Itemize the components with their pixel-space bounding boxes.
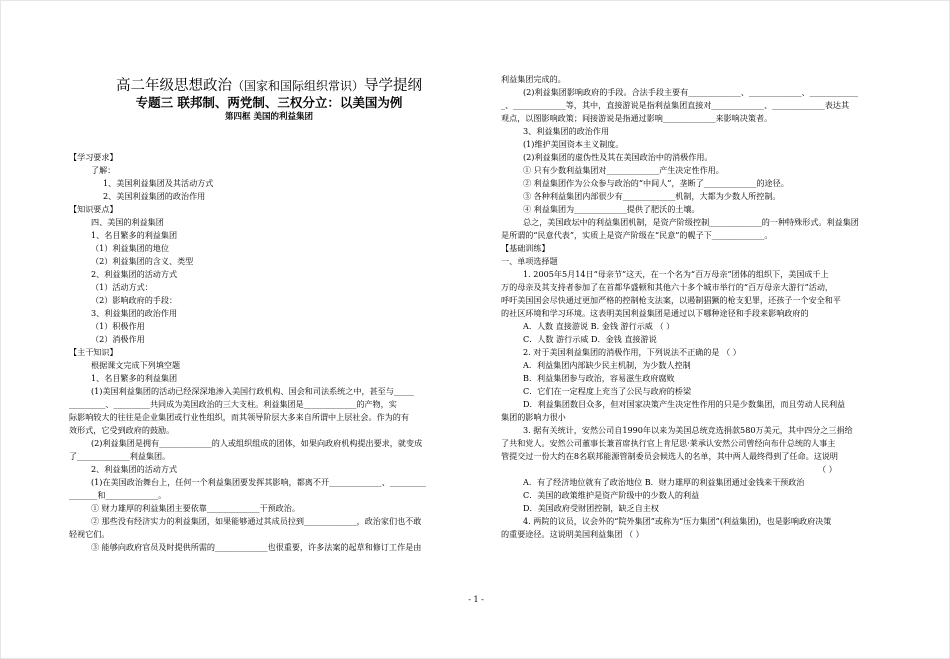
text-line: D．利益集团数目众多，但对国家决策产生决定性作用的只是少数集团，而且劳动人民利益: [523, 399, 846, 409]
text-line: 了共和党人。安然公司董事长兼首席执行官上肯尼思·莱承认安然公司曾经向布什总统的人事主: [501, 438, 836, 448]
text-line: 2、美国利益集团的政治作用: [103, 191, 206, 201]
text-line: 3、利益集团的政治作用: [91, 308, 178, 318]
text-line: 1、名目繁多的利益集团: [91, 230, 178, 240]
text-line: _、_____________等，其中，直接游说是指利益集团直接对_____________、_____________表达其: [501, 100, 850, 110]
text-line: C．人数 游行示威 D．金钱 直接游说: [523, 334, 657, 344]
text-line: 的重要途径。这说明美国利益集团 （ ）: [501, 529, 644, 539]
text-line: A．有了经济地位就有了政治地位 B．财力雄厚的利益集团通过金钱来干预政治: [523, 477, 805, 487]
text-line: 【主干知识】: [69, 347, 118, 357]
text-line: ④ 利益集团为_____________提供了肥沃的土壤。: [523, 204, 700, 214]
page-number: - 1 -: [468, 595, 484, 604]
text-line: 是所谓的“民意代表”，实质上是资产阶级在“民意”的幌子下_____________。: [501, 230, 773, 240]
text-line: （2）消极作用: [91, 334, 145, 344]
text-line: (2)利益集团是拥有_____________的人或组织组成的团体，如果向政府机构提出要求，就变成: [91, 438, 423, 448]
text-line: 集团的影响力很小: [501, 412, 566, 422]
text-line: 2、利益集团的活动方式: [91, 269, 178, 279]
text-line: 利益集团完成的。: [501, 74, 566, 84]
text-line: 1、美国利益集团及其活动方式: [103, 178, 214, 188]
text-line: ③ 能够向政府官员及时提供所需的_____________也很重要，许多法案的起草和修订工作是由: [91, 542, 422, 552]
text-line: （ ）: [818, 464, 837, 474]
text-line: 2、利益集团的活动方式: [91, 464, 178, 474]
text-line: ② 利益集团作为公众参与政治的“中间人”，垄断了_____________的途径。: [523, 178, 789, 188]
text-line: 2. 对于美国利益集团的消极作用，下列说法不正确的是 （ ）: [523, 347, 741, 357]
text-line: 万的母亲及其支持者参加了在首都华盛顿和其他六十多个城市举行的“百万母亲大游行”活动，: [501, 282, 834, 292]
text-line: 【基础训练】: [501, 243, 550, 253]
text-line: ③ 各种利益集团内部很少有_____________机制，大都为少数人所控制。: [523, 191, 781, 201]
text-line: 管提交过一份大约在8名联邦能源管制委员会候选人的名单，其中两人最终得到了任命。这说明: [501, 451, 838, 461]
text-line: C．美国的政策维护是资产阶级中的少数人的利益: [523, 490, 700, 500]
text-line: 了解：: [91, 165, 116, 175]
text-line: 【知识要点】: [69, 204, 118, 214]
text-line: ① 财力雄厚的利益集团主要依靠_____________干预政治。: [91, 503, 300, 513]
text-line: （1）积极作用: [91, 321, 145, 331]
text-line: 1. 2005年5月14日“母亲节”这天，在一个名为“百万母亲”团体的组织下，美国成千上: [523, 269, 829, 279]
text-line: 总之，美国政坛中的利益集团机制，是资产阶级控制_____________的一种特殊形式。利益集团: [523, 217, 859, 227]
text-line: 效形式，它受到政府的鼓励。: [69, 425, 175, 435]
text-line: (1)美国利益集团的活动已经深深地渗入美国行政机构、国会和司法系统之中，甚至与_____: [91, 386, 415, 396]
section-title: 第四框 美国的利益集团: [225, 112, 313, 122]
text-line: 根据课文完成下列填空题: [91, 360, 181, 370]
text-line: ② 那些没有经济实力的利益集团，如果能够通过其成员拉到_____________，政治家们也不敢: [91, 516, 422, 526]
text-line: (1)维护美国资本主义制度。: [523, 139, 624, 149]
text-line: 轻视它们。: [69, 529, 110, 539]
text-line: 了_____________利益集团。: [69, 451, 171, 461]
text-line: （1）活动方式：: [91, 282, 153, 292]
text-line: 4. 两院的议员，议会外的“院外集团”或称为“压力集团”(利益集团)，也是影响政府决策: [523, 516, 832, 526]
text-line: 3. 据有关统计，安然公司自1990年以来为美国总统竞选捐款580万美元，其中四分之三捐给: [523, 425, 853, 435]
text-line: （2）影响政府的手段：: [91, 295, 178, 305]
document-subtitle: 专题三 联邦制、两党制、三权分立：以美国为例: [135, 95, 403, 110]
text-line: C．它们在一定程度上充当了公民与政府的桥梁: [523, 386, 692, 396]
text-line: （1）利益集团的地位: [91, 243, 169, 253]
text-line: A．人数 直接游说 B. 金钱 游行示威 （ ）: [523, 321, 675, 331]
text-line: (2)利益集团影响政府的手段。合法手段主要有_____________、_____________、____________: [523, 87, 859, 97]
text-line: D．美国政府受财团控制，缺乏自主权: [523, 503, 659, 513]
text-line: 一、单项选择题: [501, 256, 558, 266]
text-line: (2)利益集团的虚伪性及其在美国政治中的消极作用。: [523, 152, 713, 162]
text-line: （2）利益集团的含义、类型: [91, 256, 194, 266]
text-line: A．利益集团内部缺少民主机制，为少数人控制: [523, 360, 691, 370]
text-line: 3、利益集团的政治作用: [523, 126, 610, 136]
document-title: [109, 77, 429, 95]
text-line: B．利益集团参与政治，容易滋生政府腐败: [523, 373, 675, 383]
text-line: ① 只有少数利益集团对_____________产生决定性作用。: [523, 165, 724, 175]
text-line: 观点，以图影响政策；间接游说是指通过影响_____________来影响决策者。: [501, 113, 773, 123]
title-paren-text: （国家和国际组织常识）: [231, 79, 364, 93]
title-end-text: 导学提纲: [364, 78, 422, 94]
text-line: (1)在美国政治舞台上，任何一个利益集团要发挥其影响，都离不开_____________、_________: [91, 477, 427, 487]
title-main-text: 高二年级思想政治: [115, 78, 232, 94]
text-line: _________、_________共同成为美国政治的三大支柱。利益集团是_____________的产物，实: [69, 399, 397, 409]
text-line: 际影响较大的往往是企业集团或行业性组织，而其领导阶层大多来自所谓中上层社会。作为的有: [69, 412, 409, 422]
text-line: 呼吁美国国会尽快通过更加严格的控制枪支法案，以遏制猖獗的枪支犯罪，还孩子一个安全和平: [501, 295, 841, 305]
text-line: 四、美国的利益集团: [91, 217, 164, 227]
text-line: 的社区环境和学习环境。这表明美国利益集团是通过以下哪种途径和手段来影响政府的: [501, 308, 809, 318]
text-line: 【学习要求】: [69, 152, 118, 162]
text-line: 1、名目繁多的利益集团: [91, 373, 178, 383]
text-line: _______和_____________。: [69, 490, 167, 500]
